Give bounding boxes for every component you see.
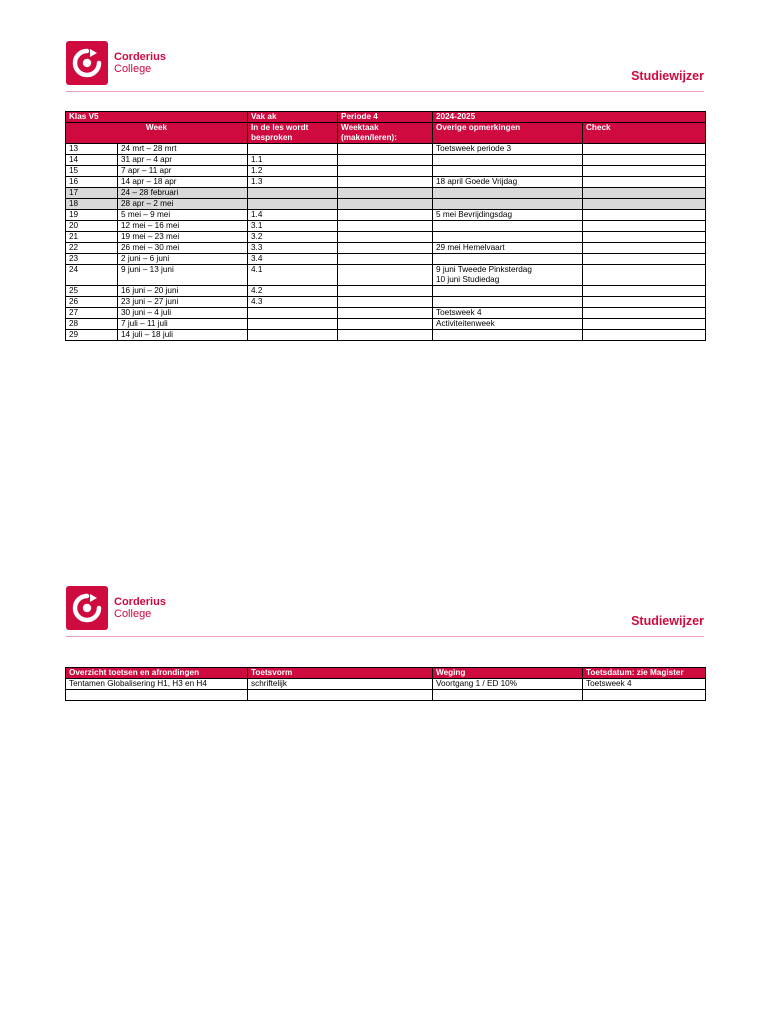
week-range: 24 mrt – 28 mrt — [118, 144, 248, 155]
overige-opmerking — [433, 155, 583, 166]
les-topic — [248, 330, 338, 341]
table-row — [66, 265, 706, 286]
weektaak — [338, 210, 433, 221]
header-periode: Periode 4 — [338, 112, 433, 123]
check-cell — [583, 319, 706, 330]
table-row — [66, 690, 706, 701]
table-row — [66, 144, 706, 155]
table-row — [66, 286, 706, 297]
week-number: 25 — [66, 286, 118, 297]
les-topic: 3.4 — [248, 254, 338, 265]
header-klas: Klas V5 — [66, 112, 248, 123]
doc-title: Studiewijzer — [631, 614, 704, 628]
week-number: 28 — [66, 319, 118, 330]
check-cell — [583, 166, 706, 177]
weektaak — [338, 297, 433, 308]
week-range: 28 apr – 2 mei — [118, 199, 248, 210]
header-weging: Weging — [433, 668, 583, 679]
les-topic: 4.3 — [248, 297, 338, 308]
overige-opmerking — [433, 330, 583, 341]
overige-opmerking — [433, 265, 583, 286]
toets-weging: Voortgang 1 / ED 10% — [433, 679, 583, 690]
check-cell — [583, 297, 706, 308]
corderius-logo-icon — [66, 586, 108, 630]
table-row — [66, 155, 706, 166]
check-cell — [583, 144, 706, 155]
brand-name: Corderius — [114, 596, 166, 608]
week-range: 5 mei – 9 mei — [118, 210, 248, 221]
week-number: 21 — [66, 232, 118, 243]
check-cell — [583, 210, 706, 221]
les-topic — [248, 308, 338, 319]
les-topic: 1.3 — [248, 177, 338, 188]
les-topic: 1.2 — [248, 166, 338, 177]
overige-opmerking: 18 april Goede Vrijdag — [433, 177, 583, 188]
header-overig: Overige opmerkingen — [433, 123, 583, 144]
week-range: 7 juli – 11 juli — [118, 319, 248, 330]
week-range: 23 juni – 27 juni — [118, 297, 248, 308]
les-topic: 4.2 — [248, 286, 338, 297]
table-row — [66, 221, 706, 232]
check-cell — [583, 188, 706, 199]
weektaak — [338, 166, 433, 177]
weektaak — [338, 177, 433, 188]
les-topic: 1.4 — [248, 210, 338, 221]
header-toetsdatum: Toetsdatum: zie Magister — [583, 668, 706, 679]
weektaak — [338, 144, 433, 155]
check-cell — [583, 221, 706, 232]
toets-weging — [433, 690, 583, 701]
overige-opmerking — [433, 232, 583, 243]
les-topic: 3.1 — [248, 221, 338, 232]
check-cell — [583, 155, 706, 166]
overige-opmerking: Activiteitenweek — [433, 319, 583, 330]
page-header — [66, 41, 704, 92]
overige-opmerking — [433, 297, 583, 308]
check-cell — [583, 199, 706, 210]
les-topic: 3.3 — [248, 243, 338, 254]
table-row — [66, 330, 706, 341]
week-range: 19 mei – 23 mei — [118, 232, 248, 243]
planning-table — [65, 111, 706, 341]
toets-overzicht — [66, 690, 248, 701]
week-number: 17 — [66, 188, 118, 199]
toets-datum — [583, 690, 706, 701]
week-range: 9 juni – 13 juni — [118, 265, 248, 286]
header-les: In de les wordt besproken — [248, 123, 338, 144]
planning-body — [66, 144, 706, 341]
table-row — [66, 210, 706, 221]
toetsen-header-row — [66, 668, 706, 679]
table-row — [66, 232, 706, 243]
week-number: 20 — [66, 221, 118, 232]
table-row — [66, 297, 706, 308]
check-cell — [583, 232, 706, 243]
week-number: 23 — [66, 254, 118, 265]
corderius-logo-icon — [66, 41, 108, 85]
week-number: 18 — [66, 199, 118, 210]
table-row — [66, 199, 706, 210]
overige-opmerking — [433, 286, 583, 297]
toets-overzicht: Tentamen Globalisering H1, H3 en H4 — [66, 679, 248, 690]
overige-opmerking — [433, 188, 583, 199]
weektaak — [338, 232, 433, 243]
week-range: 7 apr – 11 apr — [118, 166, 248, 177]
week-range: 30 juni – 4 juli — [118, 308, 248, 319]
check-cell — [583, 177, 706, 188]
week-range: 14 apr – 18 apr — [118, 177, 248, 188]
table-row — [66, 166, 706, 177]
overige-opmerking: Toetsweek periode 3 — [433, 144, 583, 155]
weektaak — [338, 286, 433, 297]
week-number: 19 — [66, 210, 118, 221]
planning-header-row-2 — [66, 123, 706, 144]
week-number: 15 — [66, 166, 118, 177]
les-topic: 4.1 — [248, 265, 338, 286]
weektaak — [338, 243, 433, 254]
planning-header-row-1 — [66, 112, 706, 123]
brand-sub: College — [114, 63, 152, 75]
toets-vorm: schriftelijk — [248, 679, 433, 690]
weektaak — [338, 265, 433, 286]
week-range: 14 juli – 18 juli — [118, 330, 248, 341]
check-cell — [583, 254, 706, 265]
weektaak — [338, 155, 433, 166]
table-row — [66, 177, 706, 188]
table-row — [66, 243, 706, 254]
header-overzicht: Overzicht toetsen en afrondingen — [66, 668, 248, 679]
les-topic — [248, 188, 338, 199]
check-cell — [583, 243, 706, 254]
table-row — [66, 308, 706, 319]
week-range: 31 apr – 4 apr — [118, 155, 248, 166]
weektaak — [338, 308, 433, 319]
week-range: 12 mei – 16 mei — [118, 221, 248, 232]
toets-vorm — [248, 690, 433, 701]
week-number: 22 — [66, 243, 118, 254]
week-range: 2 juni – 6 juni — [118, 254, 248, 265]
weektaak — [338, 330, 433, 341]
week-number: 24 — [66, 265, 118, 286]
les-topic — [248, 144, 338, 155]
table-row — [66, 319, 706, 330]
page-header-2 — [66, 586, 704, 637]
week-number: 16 — [66, 177, 118, 188]
header-check: Check — [583, 123, 706, 144]
overige-opmerking-line: 9 juni Tweede Pinksterdag — [436, 265, 532, 274]
les-topic — [248, 319, 338, 330]
header-toetsvorm: Toetsvorm — [248, 668, 433, 679]
week-number: 27 — [66, 308, 118, 319]
les-topic — [248, 199, 338, 210]
weektaak — [338, 319, 433, 330]
week-range: 24 – 28 februari — [118, 188, 248, 199]
les-topic: 1.1 — [248, 155, 338, 166]
overige-opmerking-line: 10 juni Studiedag — [436, 275, 500, 284]
check-cell — [583, 265, 706, 286]
week-range: 26 mei – 30 mei — [118, 243, 248, 254]
table-row — [66, 679, 706, 690]
check-cell — [583, 330, 706, 341]
brand-name: Corderius — [114, 51, 166, 63]
table-row — [66, 188, 706, 199]
weektaak — [338, 254, 433, 265]
week-number: 14 — [66, 155, 118, 166]
overige-opmerking: 5 mei Bevrijdingsdag — [433, 210, 583, 221]
toetsen-table — [65, 667, 706, 701]
week-number: 29 — [66, 330, 118, 341]
doc-title: Studiewijzer — [631, 69, 704, 83]
week-number: 26 — [66, 297, 118, 308]
header-jaar: 2024-2025 — [433, 112, 706, 123]
weektaak — [338, 221, 433, 232]
table-row — [66, 254, 706, 265]
week-range: 16 juni – 20 juni — [118, 286, 248, 297]
check-cell — [583, 308, 706, 319]
header-vak: Vak ak — [248, 112, 338, 123]
weektaak — [338, 188, 433, 199]
overige-opmerking — [433, 254, 583, 265]
week-number: 13 — [66, 144, 118, 155]
brand-sub: College — [114, 608, 152, 620]
overige-opmerking: 29 mei Hemelvaart — [433, 243, 583, 254]
overige-opmerking: Toetsweek 4 — [433, 308, 583, 319]
weektaak — [338, 199, 433, 210]
overige-opmerking — [433, 166, 583, 177]
overige-opmerking — [433, 199, 583, 210]
header-taak: Weektaak (maken/leren): — [338, 123, 433, 144]
overige-opmerking — [433, 221, 583, 232]
les-topic: 3.2 — [248, 232, 338, 243]
check-cell — [583, 286, 706, 297]
header-week: Week — [66, 123, 248, 144]
toets-datum: Toetsweek 4 — [583, 679, 706, 690]
